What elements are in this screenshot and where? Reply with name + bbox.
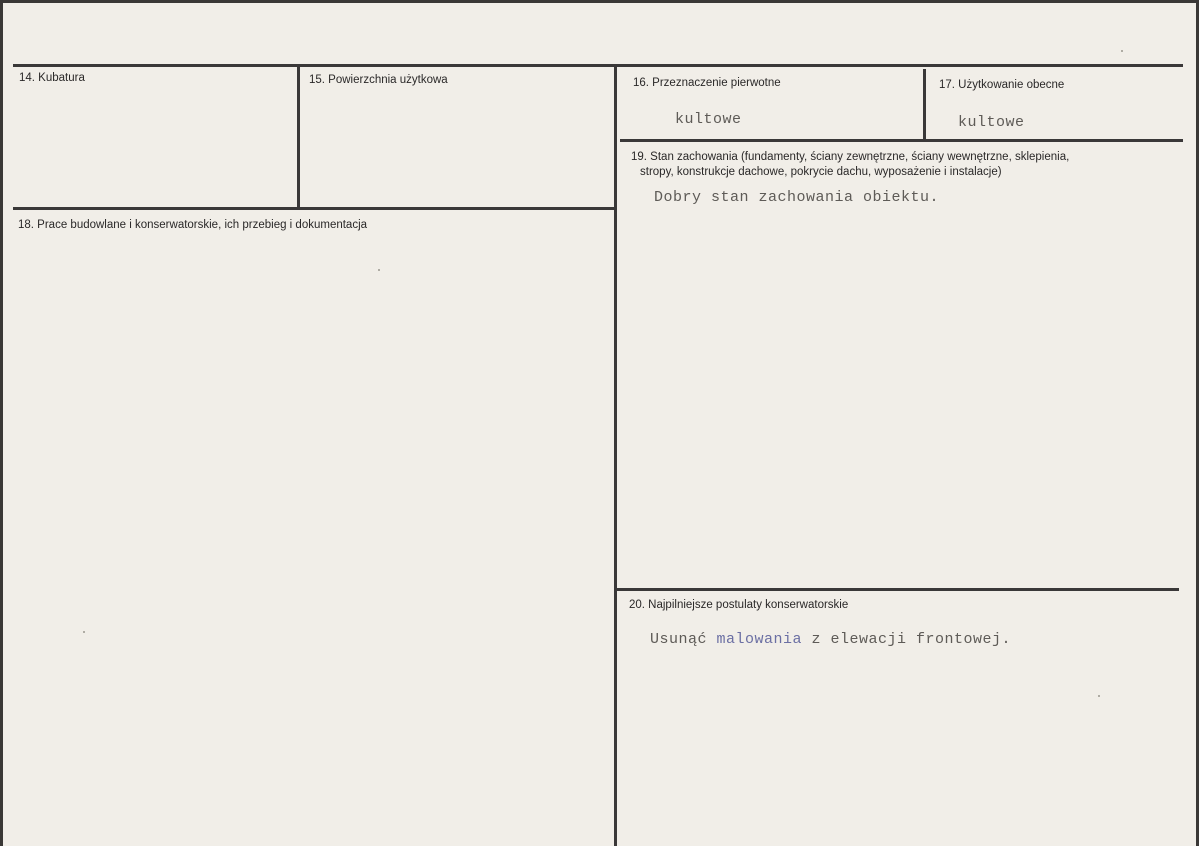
paper-speck <box>1098 695 1100 697</box>
rule-top <box>13 64 1183 67</box>
field-15-label: 15. Powierzchnia użytkowa <box>309 74 448 86</box>
field-20-value-part3: z elewacji frontowej. <box>802 631 1012 648</box>
rule-16-17-bottom <box>620 139 1183 142</box>
field-19-label-line2: stropy, konstrukcje dachowe, pokrycie dachu, wyposażenie i instalacje) <box>640 166 1002 178</box>
rule-v-14-15 <box>297 66 300 208</box>
field-20-value <box>650 631 1011 648</box>
field-20-label: 20. Najpilniejsze postulaty konserwatorskie <box>629 599 849 611</box>
record-card <box>3 3 1196 846</box>
field-19-label-line1: 19. Stan zachowania (fundamenty, ściany zewnętrzne, ściany wewnętrzne, sklepienia, <box>631 151 1070 163</box>
rule-14-15-bottom <box>13 207 617 210</box>
rule-v-16-17 <box>923 69 926 142</box>
rule-19-20 <box>616 588 1179 591</box>
field-16-label: 16. Przeznaczenie pierwotne <box>633 77 781 89</box>
field-19-value: Dobry stan zachowania obiektu. <box>654 189 940 206</box>
paper-speck <box>378 269 380 271</box>
field-20-value-part1: Usunąć <box>650 631 717 648</box>
field-20-value-part2: malowania <box>716 631 803 648</box>
field-18-label: 18. Prace budowlane i konserwatorskie, ich przebieg i dokumentacja <box>18 219 368 231</box>
field-17-value: kultowe <box>958 114 1025 131</box>
field-17-label: 17. Użytkowanie obecne <box>939 79 1065 91</box>
field-14-label: 14. Kubatura <box>19 72 85 84</box>
field-16-value: kultowe <box>675 111 742 128</box>
paper-speck <box>83 631 85 633</box>
paper-speck <box>1121 50 1123 52</box>
rule-v-left-right <box>614 66 617 846</box>
